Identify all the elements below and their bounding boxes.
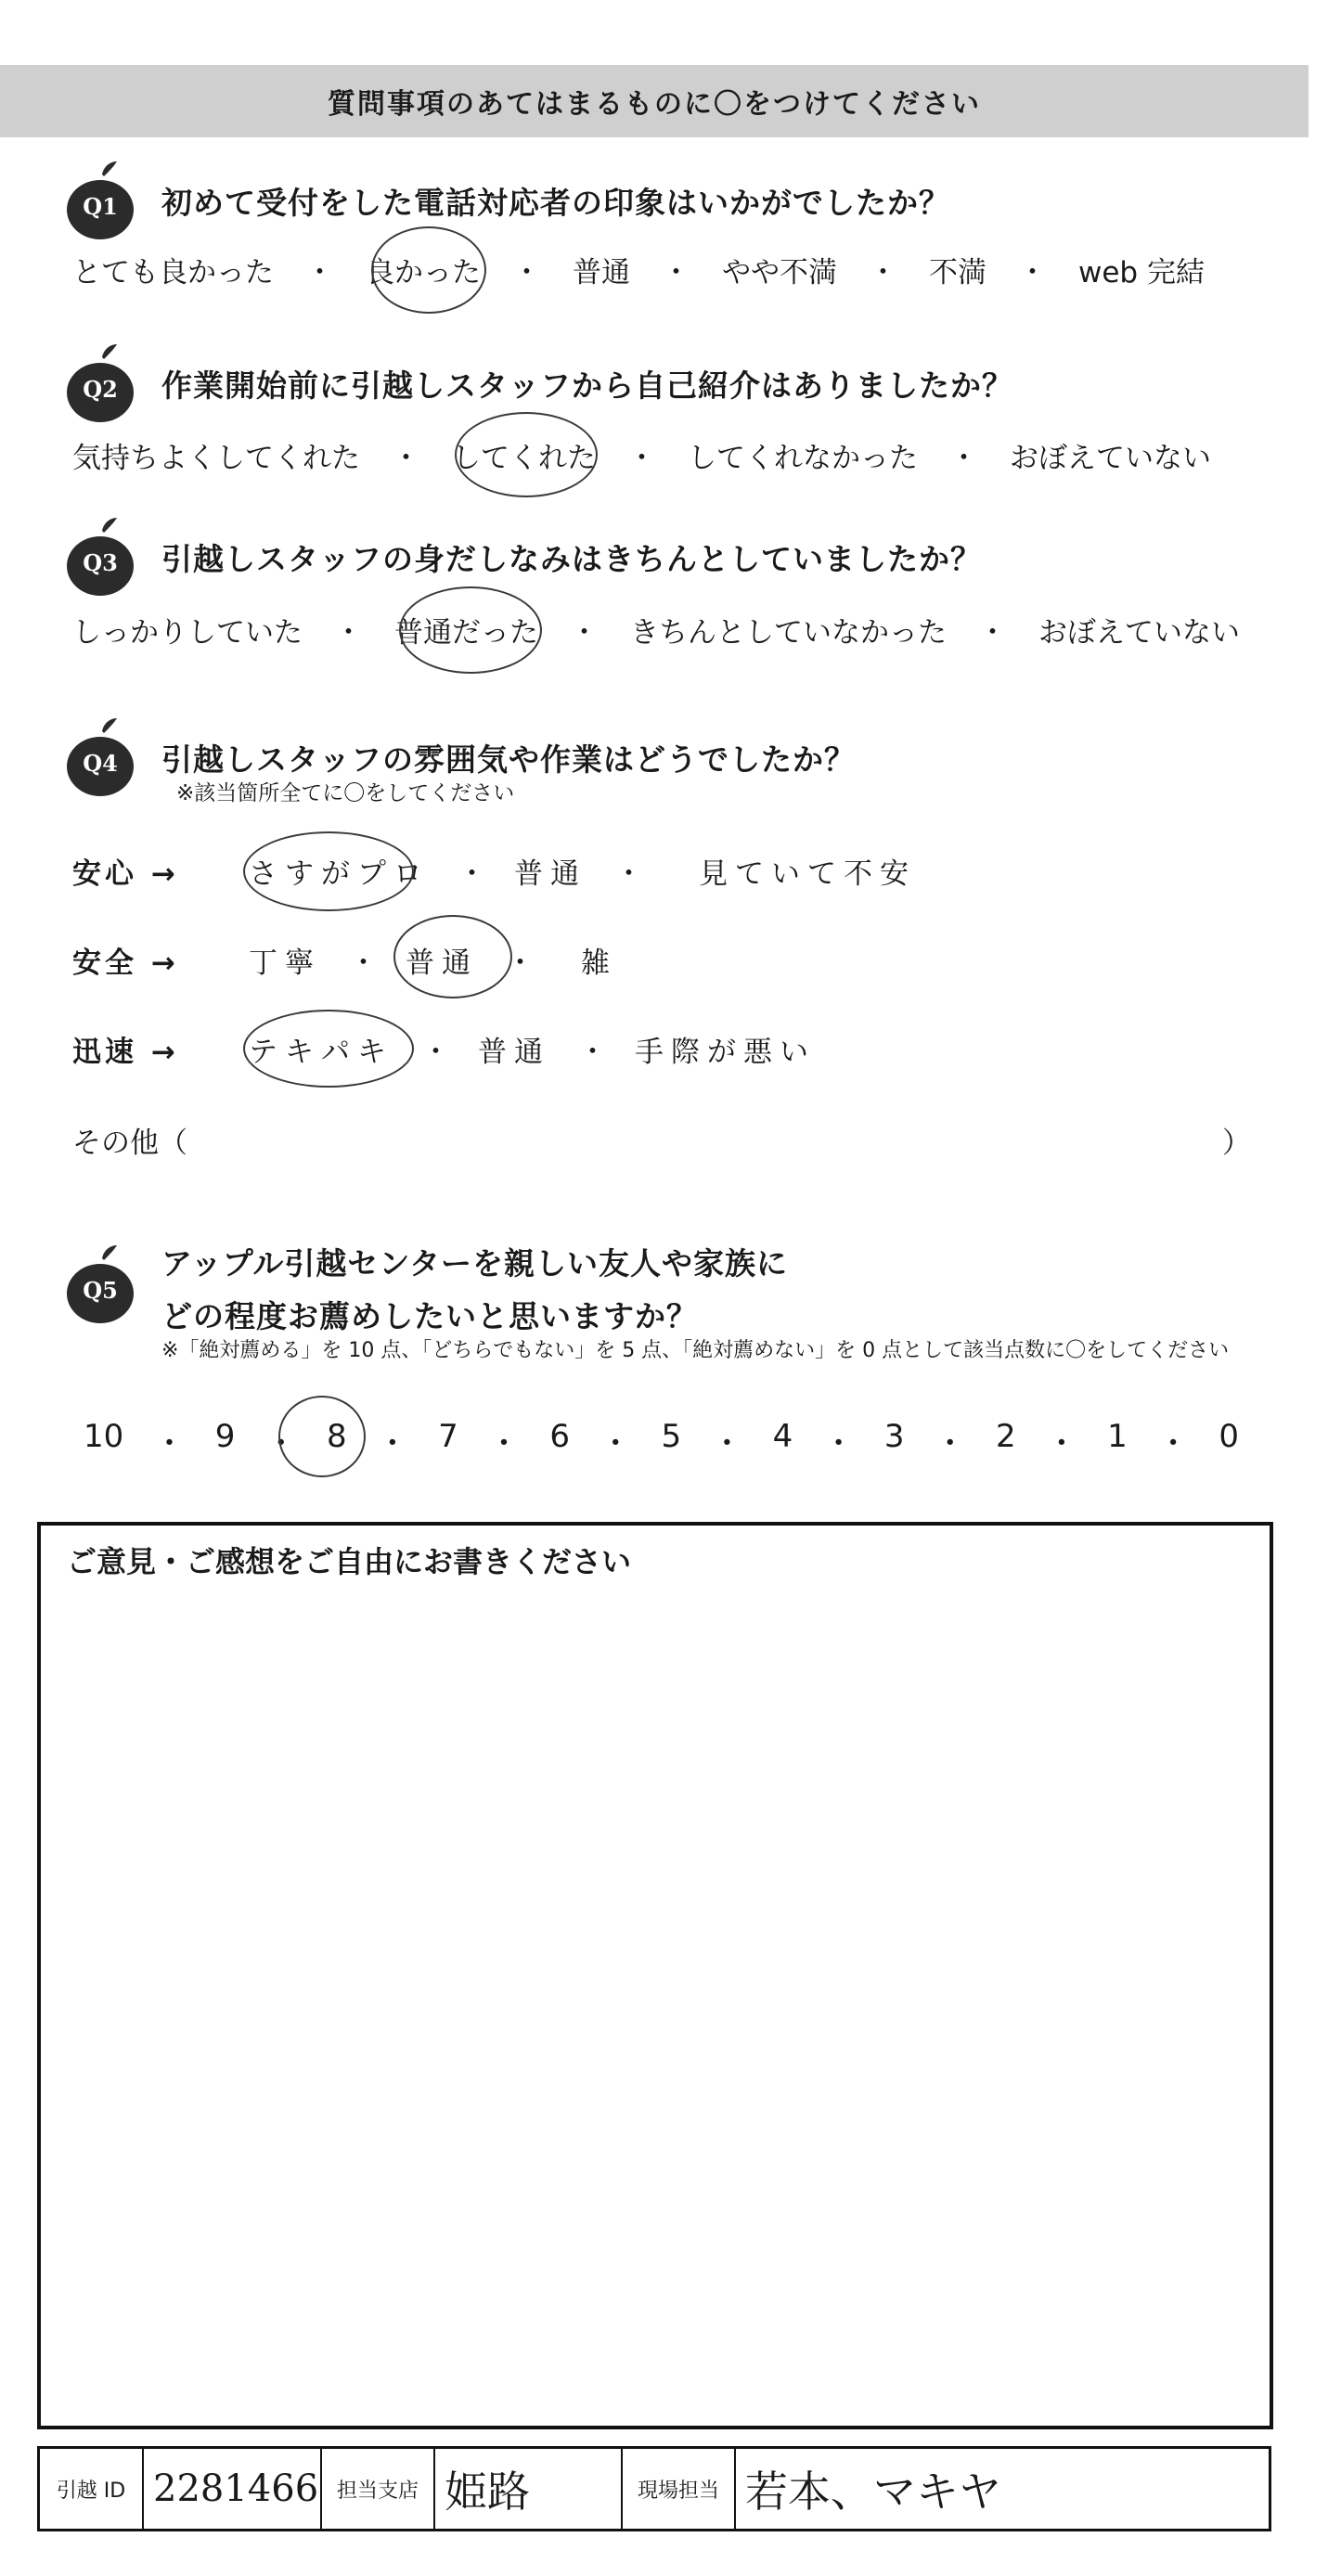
scale-separator: ・ [1157,1425,1190,1462]
q5-badge-label: Q5 [83,1277,118,1304]
branch-value[interactable]: 姫路 [435,2449,623,2529]
q2-text: 作業開始前に引越しスタッフから自己紹介はありましたか？ [161,367,1013,404]
q2-option-3[interactable]: してくれなかった [688,442,918,475]
scale-separator: ・ [1045,1425,1077,1462]
q3-selection-circle [399,586,542,674]
score-3[interactable]: 3 [883,1418,905,1455]
q4-badge-label: Q4 [83,750,118,777]
q4-row1-option-1[interactable]: さすがプロ [249,857,430,891]
comments-box [37,1522,1273,2429]
q3-badge-label: Q3 [83,549,118,576]
q1-option-6[interactable]: web 完結 [1078,256,1205,290]
score-4[interactable]: 4 [772,1418,793,1455]
score-8[interactable]: 8 [326,1418,347,1455]
q1-option-4[interactable]: やや不満 [722,256,837,290]
q4-row3-option-3[interactable]: 手際が悪い [635,1036,816,1069]
comments-title: ご意見・ご感想をご自由にお書きください [67,1544,632,1579]
score-5[interactable]: 5 [661,1418,682,1455]
scale-separator: ・ [488,1425,521,1462]
q2-badge-label: Q2 [83,376,118,403]
q4-other-row [72,1119,1251,1161]
score-9[interactable]: 9 [214,1418,236,1455]
apple-badge-icon [56,339,145,428]
q1-selection-circle [371,226,486,314]
q4-row2-option-1[interactable]: 丁寧 [249,947,321,980]
q5-text-line2: どの程度お薦めしたいと思いますか？ [161,1298,698,1334]
q5-note: ※「絶対薦める」を 10 点、「どちらでもない」を 5 点、「絶対薦めない」を 0 点として該当点数に〇をしてください [161,1339,1230,1362]
apple-badge-icon [56,512,145,601]
move-id-value[interactable]: 2281466 [144,2449,322,2529]
comments-body[interactable] [67,1600,1244,2407]
q2-option-2[interactable]: してくれた [452,442,596,475]
question-1 [56,156,950,245]
q1-text: 初めて受付をした電話対応者の印象はいかがでしたか？ [161,184,950,221]
footer-info-row [37,2446,1271,2531]
q3-option-2[interactable]: 普通だった [394,616,538,650]
section-header [0,65,1309,137]
question-5 [56,1240,788,1336]
q5-text-block [161,1240,788,1336]
q3-text: 引越しスタッフの身だしなみはきちんとしていましたか？ [161,540,982,577]
q1-option-2[interactable]: 良かった [366,256,481,290]
scale-separator: ・ [711,1425,743,1462]
q3-options: しっかりしていた ・ 普通だった ・ きちんとしていなかった ・ おぼえていない [72,609,1240,650]
q1-option-5[interactable]: 不満 [929,256,986,290]
apple-badge-icon [56,156,145,245]
q4-row2-option-3[interactable]: 雑 [581,947,617,980]
scale-separator: ・ [934,1425,966,1462]
q2-options: 気持ちよくしてくれた ・ してくれた ・ してくれなかった ・ おぼえていない [72,434,1211,476]
q4-row1-label: 安心 → [72,857,179,891]
q4-note: ※該当箇所全てに〇をしてください [176,781,515,805]
staff-value[interactable]: 若本、マキヤ [745,2467,1001,2517]
q4-row3-selection-circle [243,1010,414,1088]
score-10[interactable]: 10 [84,1418,124,1455]
q4-row1-option-3[interactable]: 見ていて不安 [699,857,916,891]
score-6[interactable]: 6 [549,1418,570,1455]
scale-separator: ・ [600,1425,632,1462]
q5-score-scale [84,1418,1239,1463]
q4-row3-label: 迅速 → [72,1036,179,1069]
q2-option-1[interactable]: 気持ちよくしてくれた [72,442,360,475]
q4-text: 引越しスタッフの雰囲気や作業はどうでしたか？ [161,741,856,778]
q4-row1-option-2[interactable]: 普通 [514,857,587,891]
q1-option-3[interactable]: 普通 [573,256,630,290]
q4-row3-option-2[interactable]: 普通 [478,1036,550,1069]
scale-separator: ・ [376,1425,408,1462]
q4-row3-option-1[interactable]: テキパキ [249,1036,393,1069]
q4-row2-label: 安全 → [72,947,179,980]
scale-separator: ・ [822,1425,855,1462]
apple-badge-icon [56,713,145,802]
q3-option-4[interactable]: おぼえていない [1038,616,1240,650]
q3-option-1[interactable]: しっかりしていた [72,616,303,650]
branch-label: 担当支店 [322,2449,435,2529]
header-title: 質問事項のあてはまるものに〇をつけてください [328,88,981,121]
scale-separator: ・ [264,1425,297,1462]
staff-label: 現場担当 [623,2449,736,2529]
q4-row2-selection-circle [393,915,512,998]
score-7[interactable]: 7 [438,1418,458,1455]
q4-other-label: その他（ [72,1127,187,1160]
q4-row1-selection-circle [243,831,414,911]
q4-row-speed: 迅速 → テキパキ ・ 普通 ・ 手際が悪い [72,1028,816,1070]
q2-selection-circle [455,412,598,497]
q1-badge-label: Q1 [83,193,118,220]
score-1[interactable]: 1 [1107,1418,1128,1455]
q4-other-close: ） [1222,1127,1251,1160]
question-3 [56,512,982,601]
q1-option-1[interactable]: とても良かった [72,256,274,290]
q5-selection-circle [278,1396,366,1477]
q4-row-safety-mind: 安心 → さすがプロ ・ 普通 ・ 見ていて不安 [72,850,916,892]
apple-badge-icon [56,1240,145,1329]
move-id-label: 引越 ID [40,2449,144,2529]
scale-separator: ・ [153,1425,186,1462]
q4-row-safety: 安全 → 丁寧 ・ 普通 ・ 雑 [72,939,617,981]
score-2[interactable]: 2 [996,1418,1016,1455]
q1-options: とても良かった ・ 良かった ・ 普通 ・ やや不満 ・ 不満 ・ web 完結 [72,249,1205,290]
q4-row2-option-2[interactable]: 普通 [406,947,478,980]
q2-option-4[interactable]: おぼえていない [1010,442,1211,475]
q3-option-3[interactable]: きちんとしていなかった [630,616,947,650]
score-0[interactable]: 0 [1219,1418,1239,1455]
q5-text-line1: アップル引越センターを親しい友人や家族に [161,1245,789,1282]
